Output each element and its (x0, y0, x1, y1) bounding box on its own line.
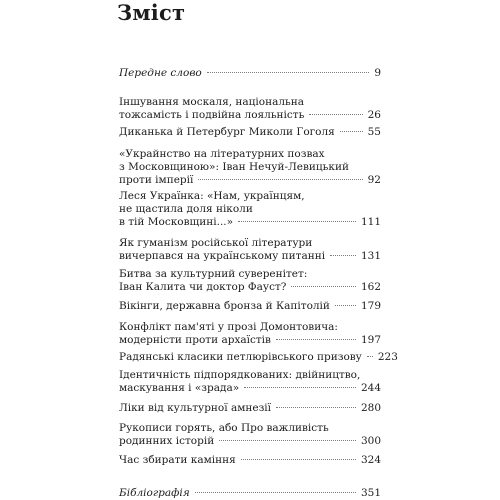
toc-page-number: 26 (367, 109, 381, 121)
toc-page-number: 300 (360, 435, 381, 447)
toc-entry-last-line (119, 67, 381, 80)
toc-entry (119, 402, 381, 415)
toc-page-number: 131 (360, 250, 381, 262)
toc-page-number: 244 (360, 382, 381, 394)
toc-entry-title-line: в тій Московщині...» (119, 216, 234, 228)
toc-entry-title-line: вичерпався на українському питанні (119, 250, 326, 262)
toc-entry-title-line: Радянські класики петлюрівського призову (119, 351, 362, 363)
toc-entry-title-line: проти імперії (119, 174, 194, 186)
toc-entry (119, 96, 381, 122)
toc-entry (119, 148, 381, 187)
toc-entry (119, 321, 381, 347)
toc-entry-title-line: «Украйнство на літературних позвах (119, 148, 325, 160)
toc-entry (119, 351, 398, 364)
toc-entry-last-line (119, 402, 381, 415)
toc-entry-title-line: Диканька й Петербург Миколи Гоголя (119, 126, 335, 138)
dot-leader (244, 387, 356, 388)
toc-entry-title-line: тожсамість і подвійна лояльність (119, 109, 305, 121)
toc-page-number: 55 (367, 126, 381, 138)
dot-leader (340, 131, 363, 132)
toc-entry (119, 487, 381, 500)
toc-entry (119, 190, 381, 229)
toc-page-number: 179 (360, 300, 381, 312)
toc-entry-title-line: Конфлікт пам'яті у прозі Домонтовича: (119, 321, 338, 333)
toc-entry (119, 369, 381, 395)
dot-leader (335, 305, 356, 306)
toc-entry-title-line: не щастила доля ніколи (119, 203, 253, 215)
dot-leader (238, 221, 356, 222)
toc-entry-title-line: Битва за культурний суверенітет: (119, 268, 308, 280)
toc-entry-title-line: Як гуманізм російської літератури (119, 237, 313, 249)
toc-entry-title-line: маскування і «зрада» (119, 382, 240, 394)
toc-entry-title-line: Ідентичність підпорядкованих: двійництво, (119, 369, 361, 381)
toc-entry (119, 454, 381, 467)
dot-leader (195, 492, 356, 493)
toc-entry-last-line (119, 382, 381, 395)
toc-entry-title-line: Ліки від культурної амнезії (119, 402, 272, 414)
toc-page-number: 9 (374, 67, 381, 79)
toc-entry-last-line (119, 126, 381, 139)
toc-page-number: 92 (367, 174, 381, 186)
dot-leader (219, 440, 356, 441)
dot-leader (241, 459, 356, 460)
toc-entry (119, 422, 381, 448)
toc-page-number: 324 (360, 454, 381, 466)
toc-entry-title-line: Бібліографія (119, 487, 190, 499)
toc-page-number: 111 (360, 216, 381, 228)
toc-entry-title-line: з Московщиною»: Іван Нечуй-Левицький (119, 161, 349, 173)
toc-entry-title-line: Рукописи горять, або Про важливість (119, 422, 329, 434)
toc-entry-last-line (119, 109, 381, 122)
dot-leader (276, 339, 356, 340)
dot-leader (291, 286, 356, 287)
toc-page-number: 223 (377, 351, 398, 363)
toc-entry-title-line: модерністи проти архаїстів (119, 334, 271, 346)
toc-entry-title-line: Передне слово (119, 67, 202, 79)
toc-entry (119, 300, 381, 313)
toc-entry-title-line: Час збирати каміння (119, 454, 236, 466)
toc-entry-last-line (119, 174, 381, 187)
toc-entry-last-line (119, 487, 381, 500)
toc-entry-title-line: родинних історій (119, 435, 215, 447)
toc-page-number: 197 (360, 334, 381, 346)
toc-entry-last-line (119, 435, 381, 448)
toc-entry (119, 237, 381, 263)
toc-entry-title-line: Іншування москаля, національна (119, 96, 304, 108)
toc-page-number: 351 (360, 487, 381, 499)
toc-entry-title-line: Вікінги, державна бронза й Капітолій (119, 300, 330, 312)
dot-leader (207, 72, 370, 73)
dot-leader (309, 114, 362, 115)
toc-entry-title-line: Іван Калита чи доктор Фауст? (119, 281, 287, 293)
toc-entry-last-line (119, 250, 381, 263)
dot-leader (198, 179, 362, 180)
toc-entry-last-line (119, 281, 381, 294)
toc-page-number: 162 (360, 281, 381, 293)
toc-entry-last-line (119, 300, 381, 313)
toc-entry-last-line (119, 351, 398, 364)
contents-heading: Зміст (117, 0, 186, 25)
toc-entry (119, 268, 381, 294)
dot-leader (276, 407, 356, 408)
toc-entry-last-line (119, 334, 381, 347)
dot-leader (330, 255, 356, 256)
toc-entry-last-line (119, 454, 381, 467)
toc-entry-title-line: Леся Українка: «Нам, українцям, (119, 190, 305, 202)
toc-page-number: 280 (360, 402, 381, 414)
dot-leader (367, 356, 373, 357)
toc-entry (119, 126, 381, 139)
toc-entry-last-line (119, 216, 381, 229)
toc-entry (119, 67, 381, 80)
